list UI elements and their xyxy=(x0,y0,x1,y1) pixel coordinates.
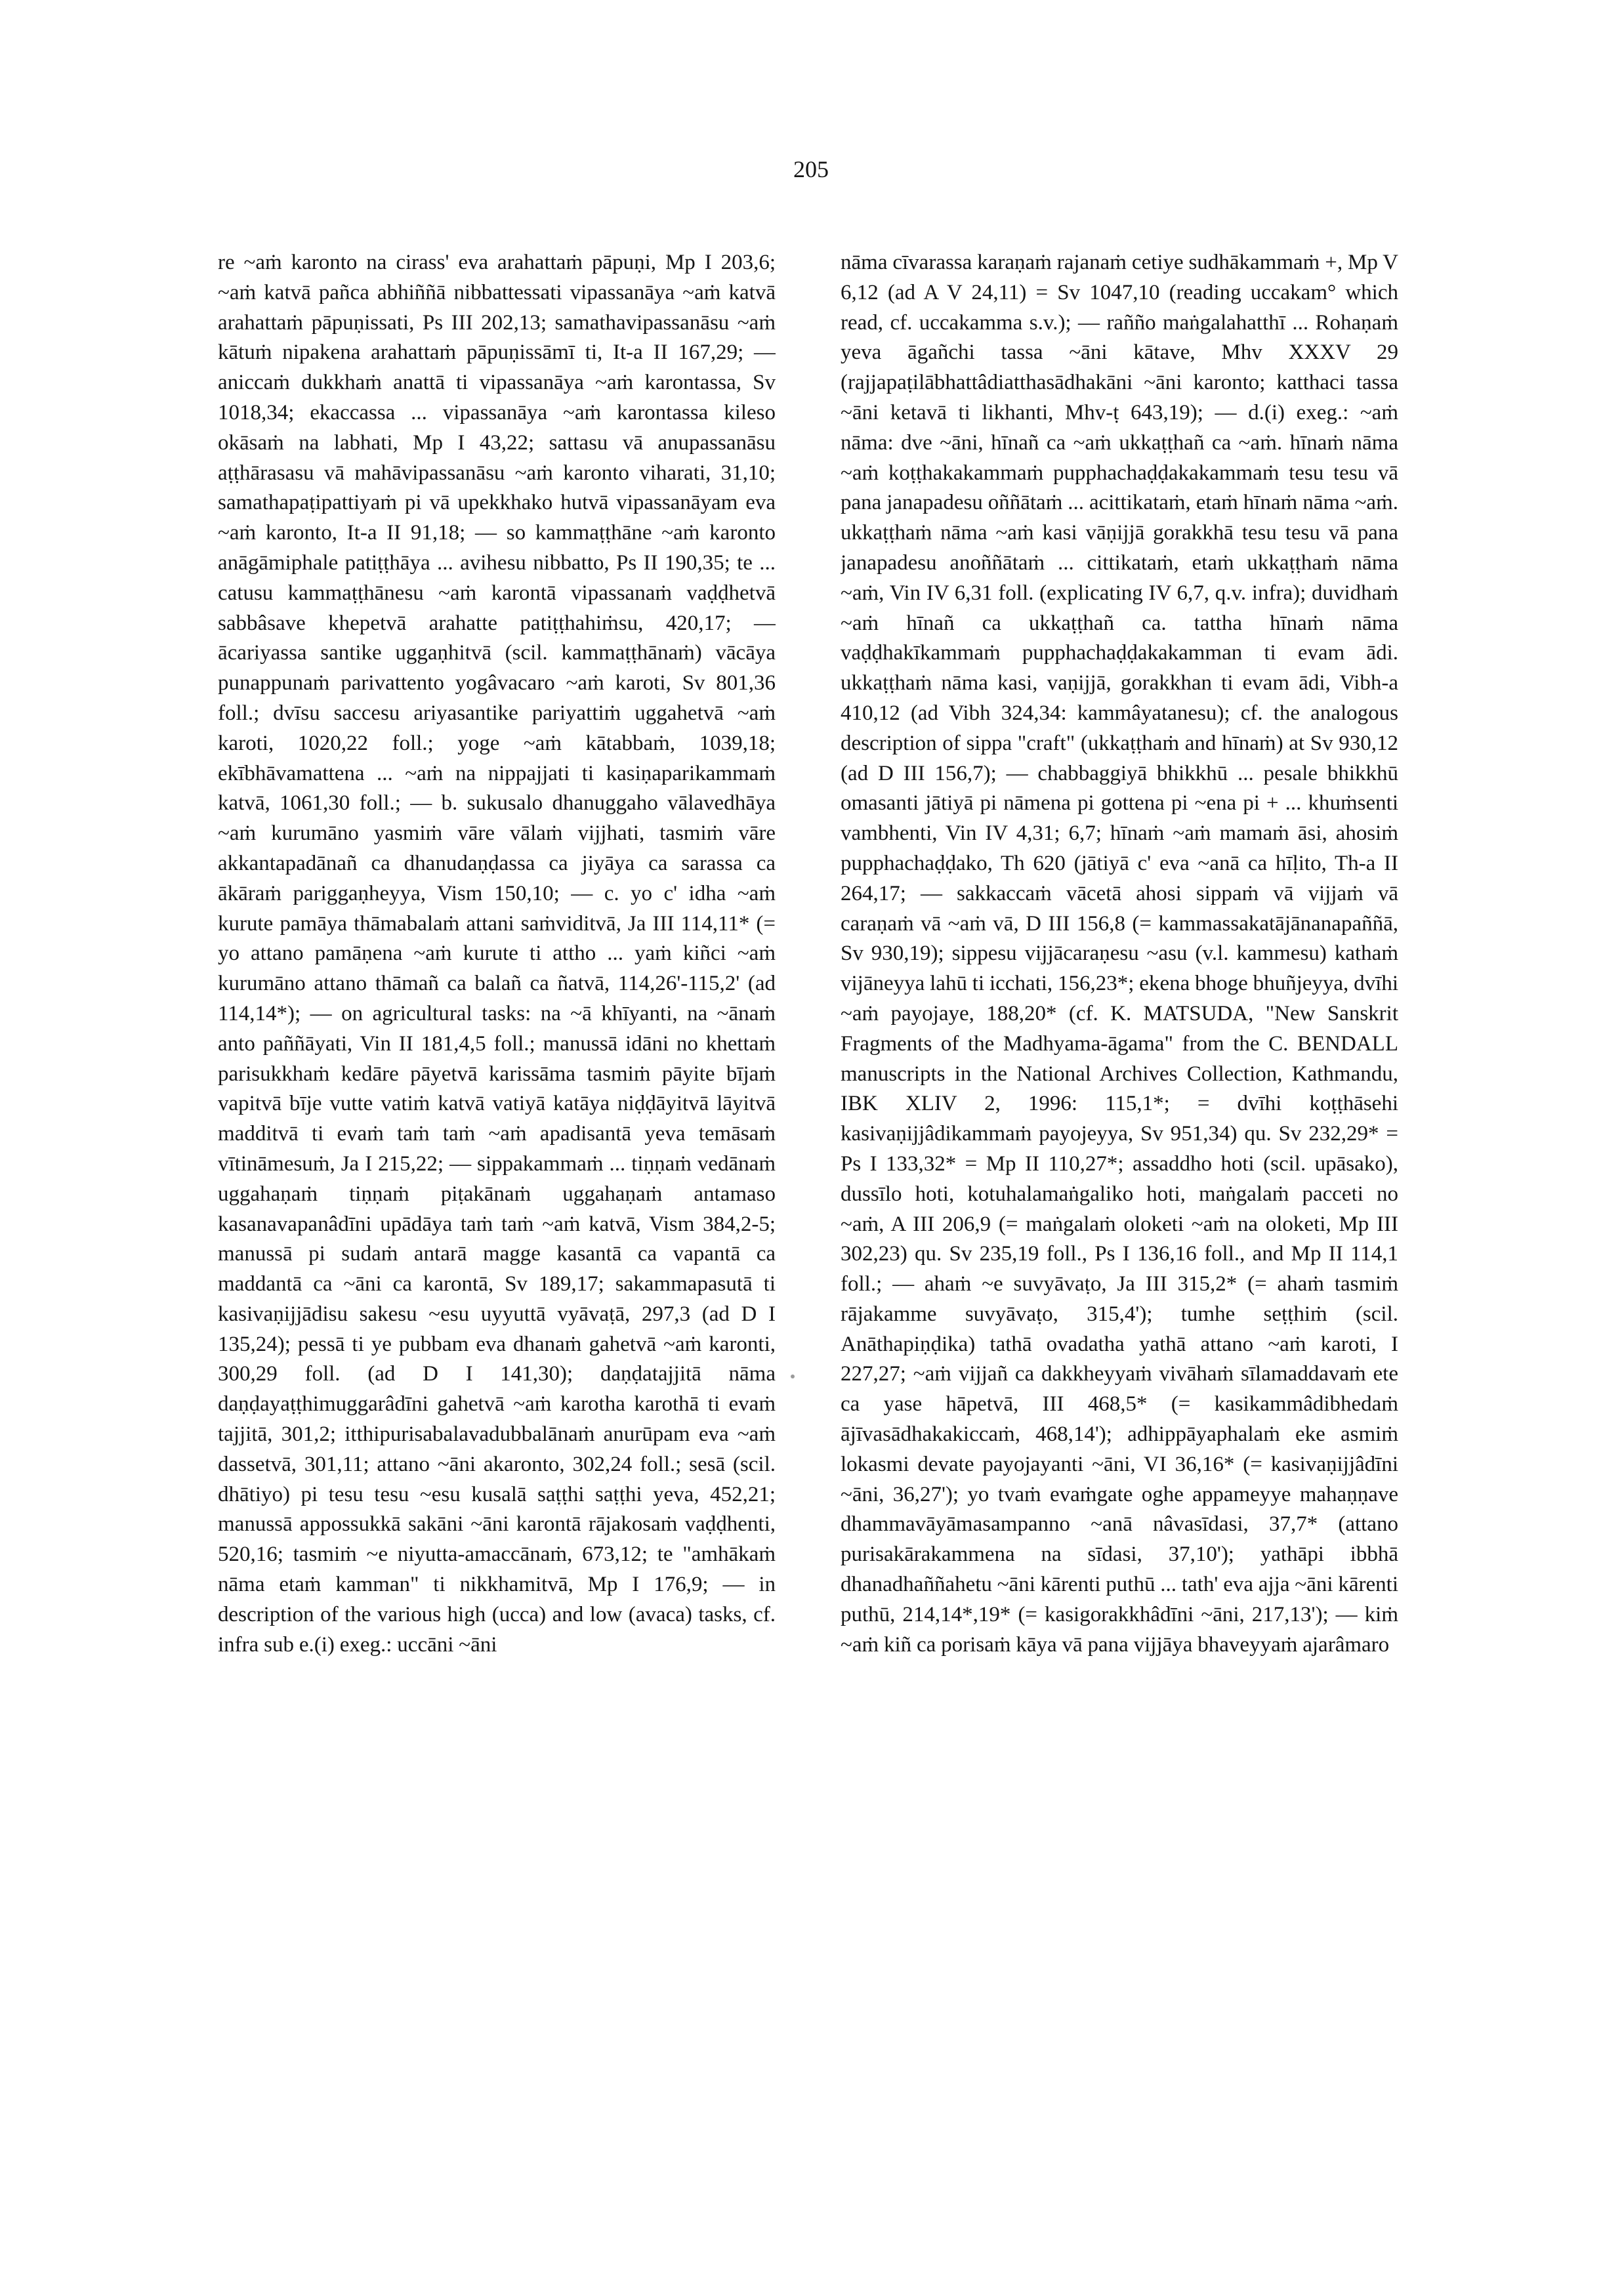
right-column-text: nāma cīvarassa karaṇaṁ rajanaṁ cetiye sudhākammaṁ +, Mp V 6,12 (ad A V 24,11) = Sv 1047,10 (reading uccakam° which read, cf. uccakamma s.v.); — rañño maṅgalahatthī ... Rohaṇaṁ yeva āgañchi tassa ~āni kātave, Mhv XXXV 29 (rajjapaṭilābhattâdiatthasādhakāni ~āni karonto; katthaci tassa ~āni ketavā ti likhanti, Mhv-ṭ 643,19); — d.(i) exeg.: ~aṁ nāma: dve ~āni, hīnañ ca ~aṁ ukkaṭṭhañ ca ~aṁ. hīnaṁ nāma ~aṁ koṭṭhakakammaṁ pupphachaḍḍakakammaṁ tesu tesu vā pana janapadesu oññātaṁ ... acittikataṁ, etaṁ hīnaṁ nāma ~aṁ. ukkaṭṭhaṁ nāma ~aṁ kasi vāṇijjā gorakkhā tesu tesu vā pana janapadesu anoññātaṁ ... cittikataṁ, etaṁ ukkaṭṭhaṁ nāma ~aṁ, Vin IV 6,31 foll. (explicating IV 6,7, q.v. infra); duvidhaṁ ~aṁ hīnañ ca ukkaṭṭhañ ca. tattha hīnaṁ nāma vaḍḍhakīkammaṁ pupphachaḍḍakakamman ti evam ādi. ukkaṭṭhaṁ nāma kasi, vaṇijjā, gorakkhan ti evam ādi, Vibh-a 410,12 (ad Vibh 324,34: kammâyatanesu); cf. the analogous description of sippa "craft" (ukkaṭṭhaṁ and hīnaṁ) at Sv 930,12 (ad D III 156,7); — chabbaggiyā bhikkhū ... pesale bhikkhū omasanti jātiyā pi nāmena pi gottena pi ~ena pi + ... khuṁsenti vambhenti, Vin IV 4,31; 6,7; hīnaṁ ~aṁ mamaṁ āsi, ahosiṁ pupphachaḍḍako, Th 620 (jātiyā c' eva ~anā ca hīḷito, Th-a II 264,17; — sakkaccaṁ vācetā ahosi sippaṁ vā vijjaṁ vā caraṇaṁ vā ~aṁ vā, D III 156,8 (= kammassakatājānanapaññā, Sv 930,19); sippesu vijjācaraṇesu ~asu (v.l. kammesu) kathaṁ vijāneyya lahū ti icchati, 156,23*; ekena bhoge bhuñjeyya, dvīhi ~aṁ payojaye, 188,20* (cf. K. MATSUDA, "New Sanskrit Fragments of the Madhyama-āgama" from the C. BENDALL manuscripts in the National Archives Collection, Kathmandu, IBK XLIV 2, 1996: 115,1*; = dvīhi koṭṭhāsehi kasivaṇijjâdikammaṁ payojeyya, Sv 951,34) qu. Sv 232,29* = Ps I 133,32* = Mp II 110,27*; assaddho hoti (scil. upāsako), dussīlo hoti, kotuhalamaṅgaliko hoti, maṅgalaṁ pacceti no ~aṁ, A III 206,9 (= maṅgalaṁ oloketi ~aṁ na oloketi, Mp III 302,23) qu. Sv 235,19 foll., Ps I 136,16 foll., and Mp II 114,1 foll.; — ahaṁ ~e suvyāvaṭo, Ja III 315,2* (= ahaṁ tasmiṁ rājakamme suvyāvaṭo, 315,4'); tumhe seṭṭhiṁ (scil. Anāthapiṇḍika) tathā ovadatha yathā attano ~aṁ karoti, I 227,27; ~aṁ vijjañ ca dakkheyyaṁ vivāhaṁ sīlamaddavaṁ ete ca yase hāpetvā, III 468,5* (= kasikammâdibhedaṁ ājīvasādhakakiccaṁ, 468,14'); adhippāyaphalaṁ eke asmiṁ lokasmi devate payojayanti ~āni, VI 36,16* (= kasivaṇijjâdīni ~āni, 36,27'); yo tvaṁ evaṁgate oghe appameyye mahaṇṇave dhammavāyāmasampanno ~anā nâvasīdasi, 37,7* (attano purisakārakammena na sīdasi, 37,10'); yathāpi ibbhā dhanadhaññahetu ~āni kārenti puthū ... tath' eva ajja ~āni kārenti puthū, 214,14*,19* (= kasigorakkhâdīni ~āni, 217,13'); — kiṁ ~aṁ kiñ ca porisaṁ kāya vā pana vijjāya bhaveyyaṁ ajarâmaro xyxy=(841,251,1398,1657)
right-column xyxy=(841,248,1398,2177)
left-column xyxy=(218,248,776,2177)
left-column-text: re ~aṁ karonto na cirass' eva arahattaṁ pāpuṇi, Mp I 203,6; ~aṁ katvā pañca abhiññā nibbattessati vipassanāya ~aṁ katvā arahattaṁ pāpuṇissati, Ps III 202,13; samathavipassanāsu ~aṁ kātuṁ nipakena arahattaṁ pāpuṇissāmī ti, It-a II 167,29; — aniccaṁ dukkhaṁ anattā ti vipassanāya ~aṁ karontassa, Sv 1018,34; ekaccassa ... vipassanāya ~aṁ karontassa kileso okāsaṁ na labhati, Mp I 43,22; sattasu vā anupassanāsu aṭṭhārasasu vā mahāvipassanāsu ~aṁ karonto viharati, 31,10; samathapaṭipattiyaṁ pi vā upekkhako hutvā vipassanāyam eva ~aṁ karonto, It-a II 91,18; — so kammaṭṭhāne ~aṁ karonto anāgāmiphale patiṭṭhāya ... avihesu nibbatto, Ps II 190,35; te ... catusu kammaṭṭhānesu ~aṁ karontā vipassanaṁ vaḍḍhetvā sabbâsave khepetvā arahatte patiṭṭhahiṁsu, 420,17; — ācariyassa santike uggaṇhitvā (scil. kammaṭṭhānaṁ) vācāya punappunaṁ parivattento yogâvacaro ~aṁ karoti, Sv 801,36 foll.; dvīsu saccesu ariyasantike pariyattiṁ uggahetvā ~aṁ karoti, 1020,22 foll.; yoge ~aṁ kātabbaṁ, 1039,18; ekībhāvamattena ... ~aṁ na nippajjati ti kasiṇaparikammaṁ katvā, 1061,30 foll.; — b. sukusalo dhanuggaho vālavedhāya ~aṁ kurumāno yasmiṁ vāre vālaṁ vijjhati, tasmiṁ vāre akkantapadānañ ca dhanudaṇḍassa ca jiyāya ca sarassa ca ākāraṁ pariggaṇheyya, Vism 150,10; — c. yo c' idha ~aṁ kurute pamāya thāmabalaṁ attani saṁviditvā, Ja III 114,11* (= yo attano pamāṇena ~aṁ kurute ti attho ... yaṁ kiñci ~aṁ kurumāno attano thāmañ ca balañ ca ñatvā, 114,26'-115,2' (ad 114,14*); — on agricultural tasks: na ~ā khīyanti, na ~ānaṁ anto paññāyati, Vin II 181,4,5 foll.; manussā idāni no khettaṁ parisukkhaṁ kedāre pāyetvā karissāma tasmiṁ pāyite bījaṁ vapitvā bīje vutte vatiṁ katvā vatiyā katāya niḍḍāyitvā lāyitvā madditvā ti evaṁ taṁ taṁ ~aṁ apadisantā yeva temāsaṁ vītināmesuṁ, Ja I 215,22; — sippakammaṁ ... tiṇṇaṁ vedānaṁ uggahaṇaṁ tiṇṇaṁ piṭakānaṁ uggahaṇaṁ antamaso kasanavapanâdīni upādāya taṁ taṁ ~aṁ katvā, Vism 384,2-5; manussā pi sudaṁ antarā magge kasantā ca vapantā ca maddantā ca ~āni ca karontā, Sv 189,17; sakammapasutā ti kasivaṇijjādisu sakesu ~esu uyyuttā vyāvaṭā, 297,3 (ad D I 135,24); pessā ti ye pubbam eva dhanaṁ gahetvā ~aṁ karonti, 300,29 foll. (ad D I 141,30); daṇḍatajjitā nāma daṇḍayaṭṭhimuggarâdīni gahetvā ~aṁ karotha karothā ti evaṁ tajjitā, 301,2; itthipurisabalavadubbalānaṁ anurūpam eva ~aṁ dassetvā, 301,11; attano ~āni akaronto, 302,24 foll.; sesā (scil. dhātiyo) pi tesu tesu ~esu kusalā saṭṭhi saṭṭhi yeva, 452,21; manussā appossukkā sakāni ~āni karontā rājakosaṁ vaḍḍhenti, 520,16; tasmiṁ ~e niyutta-amaccānaṁ, 673,12; te "amhākaṁ nāma etaṁ kamman" ti nikkhamitvā, Mp I 176,9; — in description of the various high (ucca) and low (avaca) tasks, cf. infra sub e.(i) exeg.: uccāni ~āni xyxy=(218,251,776,1657)
page-number: 205 xyxy=(793,156,829,182)
scan-speck xyxy=(791,1375,795,1378)
